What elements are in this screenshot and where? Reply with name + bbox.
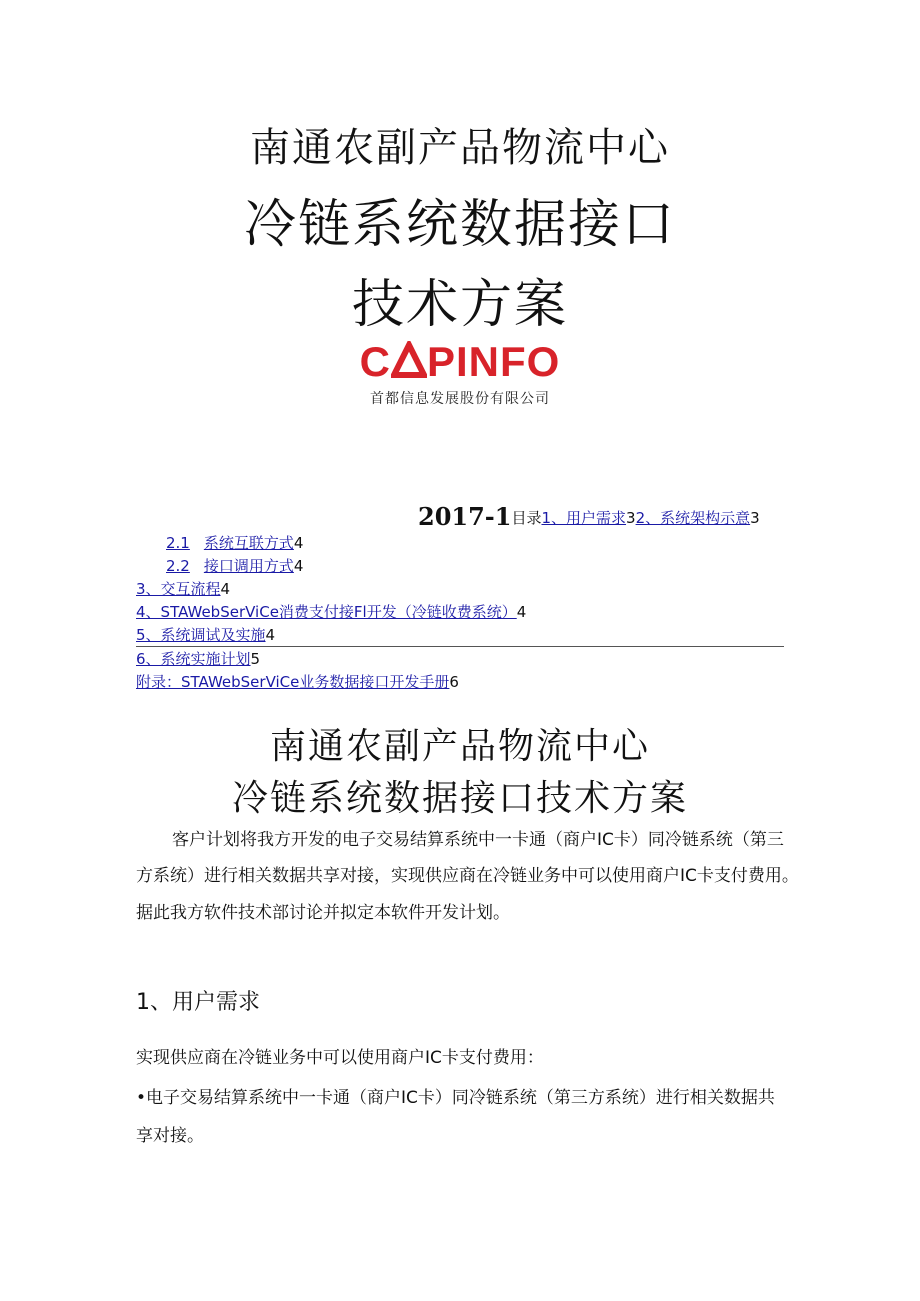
toc-link[interactable]: 4、STAWebSerViCe消费支付接Fl开发（冷链收费系统）	[136, 603, 517, 621]
toc-item-user-requirements[interactable]: 1、用户需求	[541, 509, 627, 527]
toc-page: 6	[449, 673, 459, 691]
toc-page: 4	[516, 603, 527, 621]
intro-paragraph-line: 方系统）进行相关数据共享对接，实现供应商在冷链业务中可以使用商户IC卡支付费用。	[136, 866, 799, 886]
toc-page: 4	[220, 580, 231, 598]
toc-item-payment-interface[interactable]	[136, 601, 526, 622]
toc-link[interactable]: 附录：STAWebSerViCe业务数据接口开发手册	[136, 673, 450, 691]
toc-item-appendix[interactable]	[136, 671, 459, 692]
cover-title-line3: 技术方案	[351, 275, 568, 335]
toc-link[interactable]: 5、系统调试及实施	[136, 626, 266, 644]
toc-first-line	[418, 502, 760, 531]
toc-page: 4	[293, 534, 304, 552]
logo-triangle-icon	[391, 341, 427, 379]
requirements-line: 实现供应商在冷链业务中可以使用商户IC卡支付费用：	[136, 1048, 544, 1068]
intro-paragraph-line: 客户计划将我方开发的电子交易结算系统中一卡通（商户IC卡）同冷链系统（第三	[172, 830, 784, 850]
toc-link[interactable]: 2.1 系统互联方式	[166, 534, 294, 552]
section-heading-user-requirements: 1、用户需求	[136, 990, 260, 1015]
toc-item-debug-implementation[interactable]	[136, 624, 275, 645]
cover-title-line2: 冷链系统数据接口	[243, 195, 676, 255]
company-name: 首都信息发展股份有限公司	[370, 391, 550, 407]
toc-item-architecture[interactable]: 2、系统架构示意	[635, 509, 751, 527]
toc-heading: 目录	[511, 509, 542, 527]
toc-link[interactable]: 6、系统实施计划	[136, 650, 251, 668]
toc-page: 4	[265, 626, 276, 644]
toc-link[interactable]: 2.2 接口调用方式	[166, 557, 294, 575]
toc-page: 3	[626, 509, 636, 527]
toc-item-interaction-flow[interactable]	[136, 578, 230, 599]
intro-paragraph-line: 据此我方软件技术部讨论并拟定本软件开发计划。	[136, 903, 510, 923]
capinfo-logo	[0, 338, 920, 386]
toc-page: 5	[250, 650, 261, 668]
toc-link[interactable]: 3、交互流程	[136, 580, 221, 598]
logo-text-post: PINFO	[427, 338, 561, 385]
toc-divider	[136, 646, 784, 647]
doc-title-line1: 南通农副产品物流中心	[269, 726, 650, 767]
toc-item-interconnect[interactable]	[166, 532, 303, 553]
doc-date: 2017-1	[418, 502, 512, 531]
doc-title-line2: 冷链系统数据接口技术方案	[231, 778, 688, 819]
requirements-bullet-line: •电子交易结算系统中一卡通（商户IC卡）同冷链系统（第三方系统）进行相关数据共	[136, 1088, 775, 1108]
toc-item-implementation-plan[interactable]	[136, 648, 260, 669]
logo-text-pre: C	[359, 338, 391, 385]
requirements-bullet-line: 享对接。	[136, 1126, 204, 1146]
toc-item-interface-call[interactable]	[166, 555, 303, 576]
toc-page: 3	[750, 509, 760, 527]
toc-page: 4	[293, 557, 304, 575]
cover-title-line1: 南通农副产品物流中心	[250, 125, 670, 171]
